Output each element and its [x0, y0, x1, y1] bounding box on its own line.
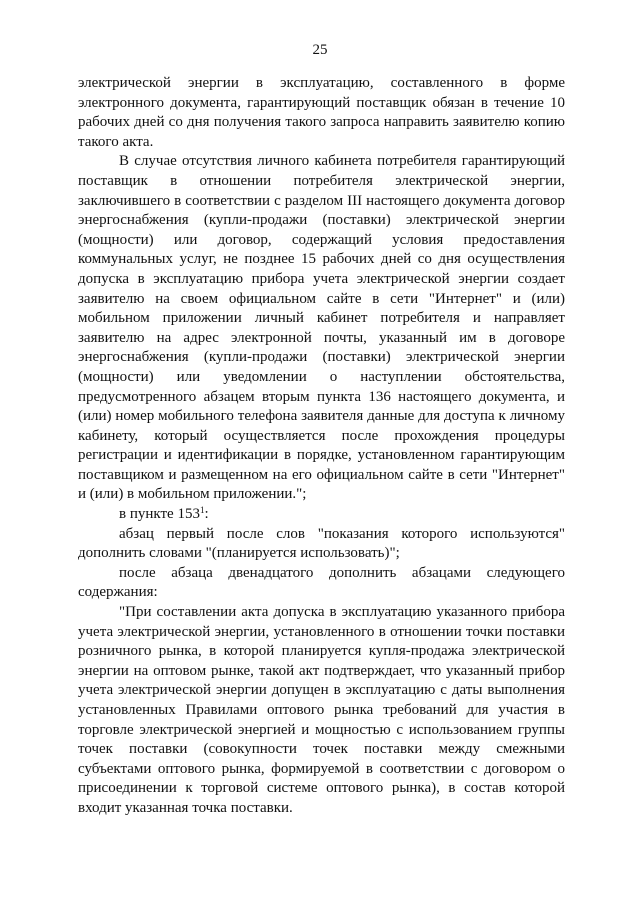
- paragraph-first-amendment: абзац первый после слов "показания которого используются" дополнить словами "(планируется использовать)";: [78, 525, 565, 562]
- paragraph-continuation: электрической энергии в эксплуатацию, составленного в форме электронного документа, гарантирующий поставщик обязан в течение 10 рабочих дней со дня получения такого запроса направить заявителю копию такого акта.: [78, 75, 565, 150]
- paragraph-personal-account: В случае отсутствия личного кабинета потребителя гарантирующий поставщик в отношении потребителя электрической энергии, заключившего в соответствии с разделом III настоящего документа договор энергоснабжения (купли-продажи (поставки) электрической энергии (мощности) или договор, содержащий условия предоставления коммунальных услуг, не позднее 15 рабочих дней со дня осуществления допуска в эксплуатацию прибора учета электрической энергии создает заявителю на своем официальном сайте в сети "Интернет" и (или) мобильном приложении личный кабинет потребителя и направляет заявителю на адрес электронной почты, указанный им в договоре энергоснабжения (купли-продажи (поставки) электрической энергии (мощности) или уведомлении о наступлении обстоятельства, предусмотренного абзацем вторым пункта 136 настоящего документа, и (или) номер мобильного телефона заявителя данные для доступа к личному кабинету, который осуществляется после прохождения процедуры регистрации и идентификации в порядке, установленном гарантирующим поставщиком и размещенном на его официальном сайте в сети "Интернет" и (или) в мобильном приложении.";: [78, 153, 565, 503]
- paragraph-add-paragraphs: после абзаца двенадцатого дополнить абзацами следующего содержания:: [78, 564, 565, 601]
- clause-prefix: в пункте: [119, 506, 178, 523]
- paragraph-clause-reference: [78, 505, 565, 525]
- paragraph-quoted-act: "При составлении акта допуска в эксплуатацию указанного прибора учета электрической энергии, установленного в отношении точки поставки розничного рынка, в которой планируется купля-продажа электрической энергии на оптовом рынке, такой акт подтверждает, что указанный прибор учета электрической энергии допущен в эксплуатацию с даты выполнения установленных Правилами оптового рынка требований для участия в торговле электрической энергией и мощностью с использованием группы точек поставки (совокупности точек поставки между смежными субъектами оптового рынка, формируемой в соответствии с договором о присоединении к торговой системе оптового рынка), в состав которой входит указанная точка поставки.: [78, 604, 565, 816]
- clause-suffix: :: [204, 506, 209, 523]
- clause-number: 153: [177, 506, 200, 523]
- clause-superscript: 1: [199, 505, 205, 516]
- page-number: 25: [312, 42, 328, 58]
- document-body: [78, 74, 565, 819]
